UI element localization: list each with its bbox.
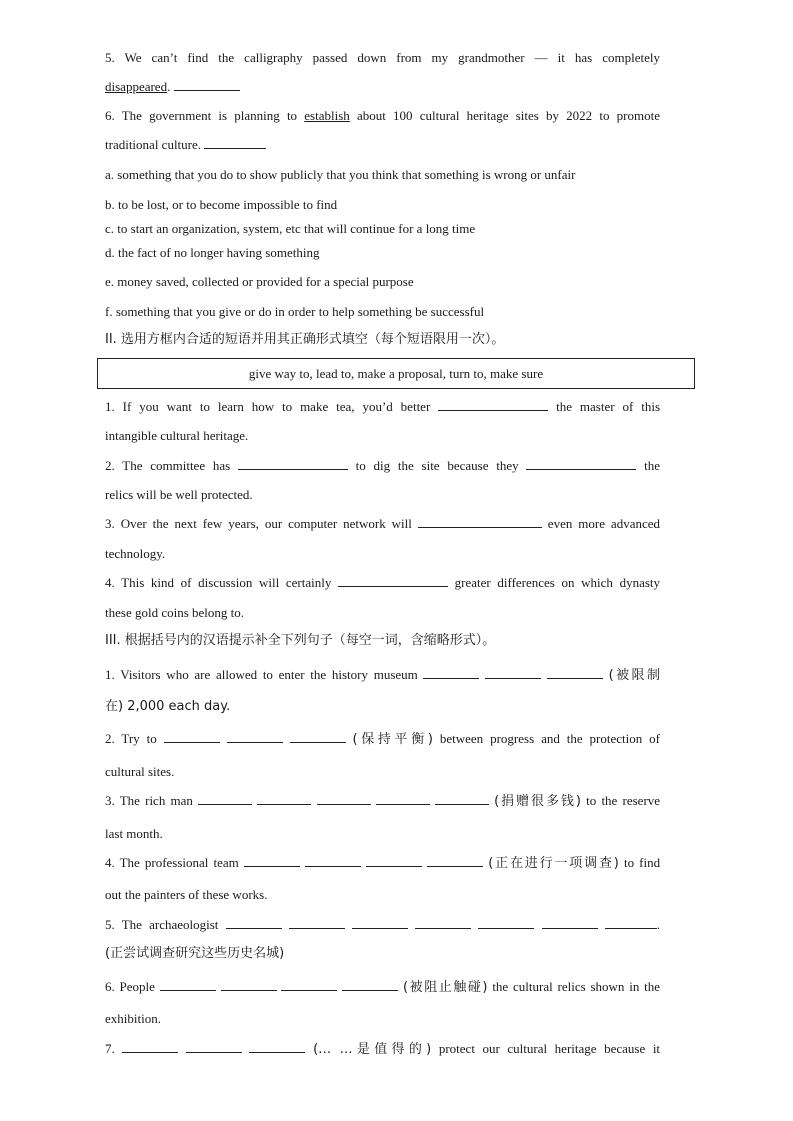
p3-q1-text-a: 1. Visitors who are allowed to enter the history museum [105, 667, 418, 682]
q6-text-after: about 100 cultural heritage sites by 2022 to promote [356, 108, 661, 123]
p3-q6-line1 [105, 979, 660, 996]
p3-q7-line1 [105, 1041, 660, 1058]
q5-line1: 5. We can’t find the calligraphy passed down from my grandmother — it has completely [105, 50, 660, 65]
p3-q4-hint: (正在进行一项调查) [488, 856, 619, 871]
p3-q5-text-a: 5. The archaeologist [105, 917, 219, 932]
p3-q6-text-b: the cultural relics shown in the [492, 979, 661, 994]
q6-line1 [105, 108, 660, 124]
option-d: d. the fact of no longer having something [105, 245, 320, 260]
p3-q7-blank-1[interactable] [122, 1041, 178, 1053]
q5-target-word: disappeared [105, 79, 168, 94]
p3-q3-blank-3[interactable] [317, 793, 371, 805]
p2-q2-text-b: to dig the site because they [355, 458, 519, 473]
p3-q1-line2: 在) 2,000 each day. [105, 699, 231, 714]
phrase-box-text: give way to, lead to, make a proposal, turn to, make sure [248, 366, 544, 381]
p2-q4-blank[interactable] [338, 575, 448, 587]
p3-q3-line1 [105, 793, 660, 810]
part3-heading: III. 根据括号内的汉语提示补全下列句子（每空一词，含缩略形式）。 [105, 633, 496, 648]
p3-q1-line1 [105, 667, 660, 684]
p3-q5-blank-2[interactable] [289, 917, 345, 929]
p2-q2-text-c: the [644, 458, 660, 473]
p2-q2-blank-1[interactable] [238, 458, 348, 470]
p3-q2-text-a: 2. Try to [105, 731, 157, 746]
p3-q3-blank-5[interactable] [435, 793, 489, 805]
q6-text-line2: traditional culture. [105, 137, 202, 152]
p3-q1-blank-3[interactable] [547, 667, 603, 679]
p3-q5-line1 [105, 917, 660, 933]
p2-q2-blank-2[interactable] [526, 458, 636, 470]
p2-q3-text-a: 3. Over the next few years, our computer network will [105, 516, 412, 531]
p3-q5-blank-4[interactable] [415, 917, 471, 929]
p3-q2-line1 [105, 731, 660, 748]
p3-q4-blank-4[interactable] [427, 855, 483, 867]
p3-q2-line2: cultural sites. [105, 764, 175, 779]
p3-q6-text-a: 6. People [105, 979, 155, 994]
p3-q7-text-a: 7. [105, 1041, 115, 1056]
p2-q4-line2: these gold coins belong to. [105, 605, 245, 620]
option-a: a. something that you do to show publicly that you think that something is wrong or unfair [105, 167, 576, 182]
p3-q2-blank-1[interactable] [164, 731, 220, 743]
p3-q5-blank-6[interactable] [542, 917, 598, 929]
p2-q4-text-a: 4. This kind of discussion will certainly [105, 575, 332, 590]
p3-q2-blank-3[interactable] [290, 731, 346, 743]
p2-q2-line2: relics will be well protected. [105, 487, 253, 502]
p2-q3-blank[interactable] [418, 516, 542, 528]
p3-q3-blank-4[interactable] [376, 793, 430, 805]
option-b: b. to be lost, or to become impossible to find [105, 197, 338, 212]
p2-q1-text-b: the master of this [556, 399, 661, 414]
p3-q2-blank-2[interactable] [227, 731, 283, 743]
p2-q2-text-a: 2. The committee has [105, 458, 231, 473]
p3-q6-hint: (被阻止触碰) [403, 980, 488, 995]
q6-text-before: 6. The government is planning to [105, 108, 298, 123]
p3-q7-blank-2[interactable] [186, 1041, 242, 1053]
p3-q4-line2: out the painters of these works. [105, 887, 268, 902]
p3-q1-blank-2[interactable] [485, 667, 541, 679]
p3-q6-line2: exhibition. [105, 1011, 161, 1026]
p3-q5-period: . [656, 917, 661, 932]
q5-line2 [105, 79, 660, 95]
p3-q7-blank-3[interactable] [249, 1041, 305, 1053]
p3-q4-blank-1[interactable] [244, 855, 300, 867]
p3-q3-text-a: 3. The rich man [105, 793, 193, 808]
p2-q3-text-b: even more advanced [547, 516, 661, 531]
p2-q3-line2: technology. [105, 546, 166, 561]
q5-period: . [167, 79, 171, 94]
p3-q3-blank-2[interactable] [257, 793, 311, 805]
q5-answer-blank[interactable] [174, 79, 240, 91]
phrase-box [97, 358, 695, 389]
q6-target-word: establish [304, 108, 350, 123]
p3-q4-blank-2[interactable] [305, 855, 361, 867]
p2-q1-text-a: 1. If you want to learn how to make tea, you’d better [105, 399, 431, 414]
option-c: c. to start an organization, system, etc that will continue for a long time [105, 221, 476, 236]
p2-q1-blank[interactable] [438, 399, 548, 411]
p3-q4-line1 [105, 855, 660, 872]
p3-q4-text-a: 4. The professional team [105, 855, 239, 870]
p3-q7-text-b: protect our cultural heritage because it [438, 1041, 661, 1056]
p3-q7-hint: (… …是值得的) [313, 1042, 432, 1057]
q6-answer-blank[interactable] [204, 137, 266, 149]
p3-q1-blank-1[interactable] [423, 667, 479, 679]
p3-q5-blank-1[interactable] [226, 917, 282, 929]
p3-q5-blank-5[interactable] [478, 917, 534, 929]
p2-q1-line1 [105, 399, 660, 415]
p3-q3-text-b: to the reserve [586, 793, 661, 808]
p2-q4-text-b: greater differences on which dynasty [454, 575, 661, 590]
p3-q3-hint: (捐赠很多钱) [494, 794, 581, 809]
p3-q5-blank-3[interactable] [352, 917, 408, 929]
p3-q2-hint: (保持平衡) [352, 732, 433, 747]
p2-q1-line2: intangible cultural heritage. [105, 428, 249, 443]
p3-q3-line2: last month. [105, 826, 163, 841]
p3-q4-text-b: to find [623, 855, 661, 870]
q6-line2 [105, 137, 660, 153]
p3-q6-blank-3[interactable] [281, 979, 337, 991]
p3-q4-blank-3[interactable] [366, 855, 422, 867]
option-e: e. money saved, collected or provided for a special purpose [105, 274, 414, 289]
p2-q2-line1 [105, 458, 660, 474]
option-f: f. something that you give or do in order to help something be successful [105, 304, 485, 319]
p3-q5-line2: (正尝试调查研究这些历史名城) [105, 946, 285, 961]
p3-q5-blank-7[interactable] [605, 917, 657, 929]
p2-q3-line1 [105, 516, 660, 532]
p3-q1-hint: (被限制 [608, 668, 661, 683]
p3-q2-text-b: between progress and the protection of [439, 731, 661, 746]
p3-q6-blank-2[interactable] [221, 979, 277, 991]
p3-q6-blank-4[interactable] [342, 979, 398, 991]
part2-heading: II. 选用方框内合适的短语并用其正确形式填空（每个短语限用一次）。 [105, 332, 505, 347]
p3-q6-blank-1[interactable] [160, 979, 216, 991]
p2-q4-line1 [105, 575, 660, 591]
p3-q3-blank-1[interactable] [198, 793, 252, 805]
